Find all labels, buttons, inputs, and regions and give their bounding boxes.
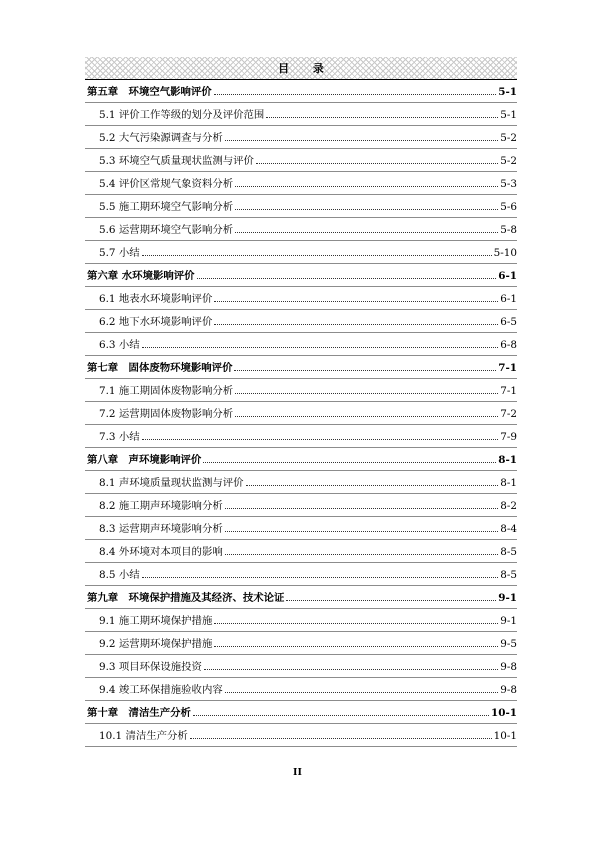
dot-leader bbox=[214, 323, 498, 325]
toc-entry-page: 9-5 bbox=[500, 638, 517, 650]
dot-leader bbox=[235, 415, 498, 417]
toc-section-entry[interactable] bbox=[85, 563, 517, 586]
toc-entry-title: 8.1 声环境质量现状监测与评价 bbox=[99, 477, 244, 489]
toc-chapter-entry[interactable] bbox=[85, 701, 517, 724]
toc-chapter-entry[interactable] bbox=[85, 80, 517, 103]
table-of-contents bbox=[85, 80, 517, 747]
toc-entry-page: 5-3 bbox=[500, 178, 517, 190]
toc-entry-title: 8.4 外环境对本项目的影响 bbox=[99, 546, 223, 558]
toc-entry-page: 8-1 bbox=[498, 454, 517, 466]
dot-leader bbox=[225, 553, 499, 555]
toc-section-entry[interactable] bbox=[85, 126, 517, 149]
toc-entry-title: 第九章 环境保护措施及其经济、技术论证 bbox=[87, 592, 285, 604]
toc-entry-title: 第六章 水环境影响评价 bbox=[87, 270, 195, 282]
dot-leader bbox=[142, 438, 499, 440]
dot-leader bbox=[214, 622, 498, 624]
toc-section-entry[interactable] bbox=[85, 724, 517, 747]
toc-entry-title: 6.3 小结 bbox=[99, 339, 140, 351]
toc-section-entry[interactable] bbox=[85, 218, 517, 241]
toc-entry-title: 5.3 环境空气质量现状监测与评价 bbox=[99, 155, 254, 167]
toc-entry-page: 5-1 bbox=[498, 86, 517, 98]
toc-section-entry[interactable] bbox=[85, 609, 517, 632]
toc-entry-title: 第五章 环境空气影响评价 bbox=[87, 86, 212, 98]
toc-entry-title: 9.2 运营期环境保护措施 bbox=[99, 638, 213, 650]
toc-entry-title: 10.1 清洁生产分析 bbox=[99, 730, 188, 742]
toc-entry-title: 7.1 施工期固体废物影响分析 bbox=[99, 385, 234, 397]
dot-leader bbox=[225, 507, 499, 509]
toc-entry-title: 5.7 小结 bbox=[99, 247, 140, 259]
toc-chapter-entry[interactable] bbox=[85, 448, 517, 471]
toc-section-entry[interactable] bbox=[85, 517, 517, 540]
toc-section-entry[interactable] bbox=[85, 402, 517, 425]
dot-leader bbox=[190, 737, 492, 739]
toc-entry-page: 8-4 bbox=[500, 523, 517, 535]
dot-leader bbox=[235, 208, 498, 210]
toc-section-entry[interactable] bbox=[85, 149, 517, 172]
toc-section-entry[interactable] bbox=[85, 425, 517, 448]
toc-entry-page: 9-8 bbox=[500, 661, 517, 673]
toc-entry-title: 5.4 评价区常规气象资料分析 bbox=[99, 178, 234, 190]
toc-entry-page: 9-1 bbox=[498, 592, 517, 604]
toc-section-entry[interactable] bbox=[85, 103, 517, 126]
toc-section-entry[interactable] bbox=[85, 494, 517, 517]
dot-leader bbox=[204, 668, 498, 670]
toc-entry-title: 8.5 小结 bbox=[99, 569, 140, 581]
dot-leader bbox=[235, 185, 498, 187]
toc-heading: 目 录 bbox=[278, 62, 334, 75]
toc-section-entry[interactable] bbox=[85, 287, 517, 310]
toc-entry-page: 8-5 bbox=[500, 569, 517, 581]
toc-section-entry[interactable] bbox=[85, 632, 517, 655]
toc-entry-title: 9.4 竣工环保措施验收内容 bbox=[99, 684, 223, 696]
toc-entry-page: 9-8 bbox=[500, 684, 517, 696]
dot-leader bbox=[225, 139, 499, 141]
toc-entry-page: 7-1 bbox=[500, 385, 517, 397]
toc-entry-page: 10-1 bbox=[490, 707, 517, 719]
toc-section-entry[interactable] bbox=[85, 310, 517, 333]
toc-entry-title: 5.1 评价工作等级的划分及评价范围 bbox=[99, 109, 265, 121]
dot-leader bbox=[225, 530, 499, 532]
toc-entry-title: 7.2 运营期固体废物影响分析 bbox=[99, 408, 234, 420]
toc-entry-title: 6.1 地表水环境影响评价 bbox=[99, 293, 213, 305]
toc-entry-page: 5-10 bbox=[493, 247, 517, 259]
toc-entry-title: 5.5 施工期环境空气影响分析 bbox=[99, 201, 234, 213]
toc-entry-page: 5-1 bbox=[500, 109, 517, 121]
dot-leader bbox=[235, 231, 498, 233]
toc-entry-title: 8.3 运营期声环境影响分析 bbox=[99, 523, 223, 535]
toc-entry-title: 第八章 声环境影响评价 bbox=[87, 454, 202, 466]
dot-leader bbox=[266, 116, 498, 118]
dot-leader bbox=[234, 369, 496, 371]
toc-entry-page: 6-8 bbox=[500, 339, 517, 351]
toc-chapter-entry[interactable] bbox=[85, 586, 517, 609]
toc-entry-page: 10-1 bbox=[493, 730, 517, 742]
dot-leader bbox=[142, 346, 499, 348]
toc-entry-title: 7.3 小结 bbox=[99, 431, 140, 443]
toc-entry-page: 9-1 bbox=[500, 615, 517, 627]
dot-leader bbox=[225, 691, 499, 693]
toc-section-entry[interactable] bbox=[85, 678, 517, 701]
toc-section-entry[interactable] bbox=[85, 379, 517, 402]
toc-entry-page: 5-2 bbox=[500, 132, 517, 144]
toc-entry-page: 6-5 bbox=[500, 316, 517, 328]
dot-leader bbox=[235, 392, 498, 394]
toc-section-entry[interactable] bbox=[85, 540, 517, 563]
toc-entry-title: 第十章 清洁生产分析 bbox=[87, 707, 191, 719]
toc-header-band bbox=[85, 57, 517, 80]
toc-entry-title: 5.6 运营期环境空气影响分析 bbox=[99, 224, 234, 236]
toc-entry-page: 6-1 bbox=[500, 293, 517, 305]
toc-section-entry[interactable] bbox=[85, 471, 517, 494]
dot-leader bbox=[246, 484, 499, 486]
toc-chapter-entry[interactable] bbox=[85, 264, 517, 287]
toc-section-entry[interactable] bbox=[85, 172, 517, 195]
toc-entry-page: 7-1 bbox=[498, 362, 517, 374]
toc-entry-title: 9.3 项目环保设施投资 bbox=[99, 661, 202, 673]
toc-entry-page: 8-2 bbox=[500, 500, 517, 512]
dot-leader bbox=[214, 300, 498, 302]
toc-entry-page: 8-5 bbox=[500, 546, 517, 558]
dot-leader bbox=[256, 162, 498, 164]
dot-leader bbox=[203, 461, 496, 463]
dot-leader bbox=[214, 93, 497, 95]
dot-leader bbox=[142, 576, 499, 578]
toc-entry-title: 8.2 施工期声环境影响分析 bbox=[99, 500, 223, 512]
dot-leader bbox=[197, 277, 497, 279]
toc-entry-page: 5-2 bbox=[500, 155, 517, 167]
page-number: II bbox=[293, 767, 302, 778]
toc-entry-title: 6.2 地下水环境影响评价 bbox=[99, 316, 213, 328]
toc-chapter-entry[interactable] bbox=[85, 356, 517, 379]
dot-leader bbox=[193, 714, 489, 716]
toc-section-entry[interactable] bbox=[85, 655, 517, 678]
toc-entry-page: 5-6 bbox=[500, 201, 517, 213]
toc-section-entry[interactable] bbox=[85, 333, 517, 356]
toc-entry-page: 7-9 bbox=[500, 431, 517, 443]
toc-section-entry[interactable] bbox=[85, 195, 517, 218]
dot-leader bbox=[286, 599, 496, 601]
toc-entry-page: 5-8 bbox=[500, 224, 517, 236]
toc-entry-title: 第七章 固体废物环境影响评价 bbox=[87, 362, 233, 374]
toc-entry-page: 8-1 bbox=[500, 477, 517, 489]
toc-entry-page: 6-1 bbox=[498, 270, 517, 282]
dot-leader bbox=[142, 254, 492, 256]
toc-section-entry[interactable] bbox=[85, 241, 517, 264]
dot-leader bbox=[214, 645, 498, 647]
toc-entry-title: 9.1 施工期环境保护措施 bbox=[99, 615, 213, 627]
toc-entry-title: 5.2 大气污染源调查与分析 bbox=[99, 132, 223, 144]
toc-entry-page: 7-2 bbox=[500, 408, 517, 420]
